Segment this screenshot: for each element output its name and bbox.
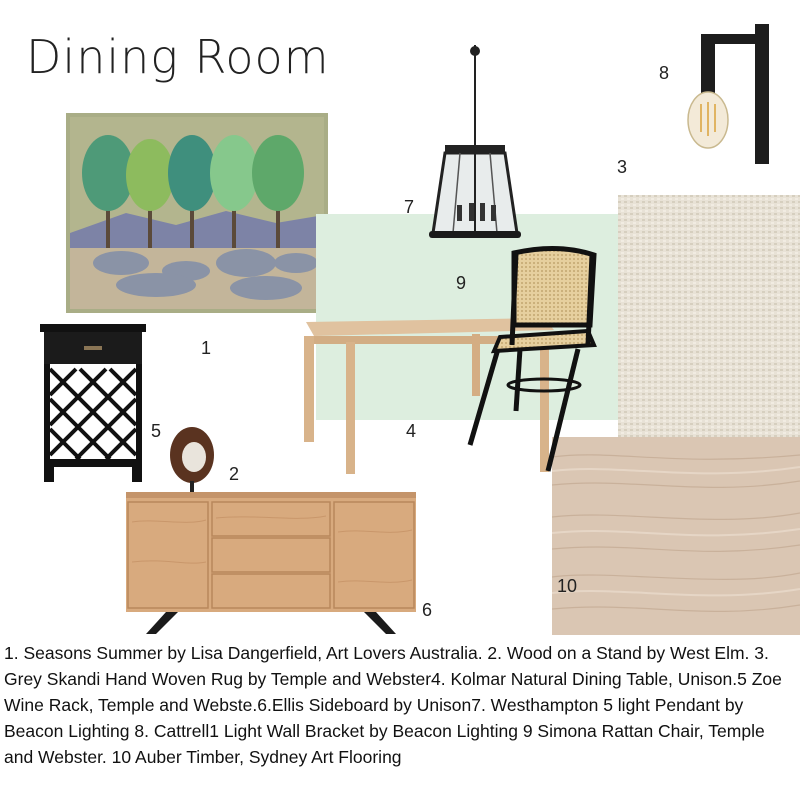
label-4: 4 <box>406 421 417 441</box>
page-title: Dining Room <box>26 30 330 84</box>
label-10: 10 <box>557 576 578 596</box>
painting-seasons-summer <box>66 113 328 313</box>
label-6: 6 <box>422 600 433 620</box>
label-2: 2 <box>229 464 240 484</box>
label-7: 7 <box>404 197 415 217</box>
label-5: 5 <box>151 421 162 441</box>
label-1: 1 <box>201 338 212 358</box>
label-8: 8 <box>659 63 670 83</box>
rug-swatch <box>618 195 800 450</box>
wall-bracket-light <box>685 20 775 168</box>
label-3: 3 <box>617 157 628 177</box>
wood-on-stand <box>166 425 218 501</box>
label-9: 9 <box>456 273 467 293</box>
sideboard <box>126 492 416 634</box>
pendant-light <box>425 45 525 240</box>
rattan-chair <box>460 245 600 473</box>
caption-text: 1. Seasons Summer by Lisa Dangerfield, Art Lovers Australia. 2. Wood on a Stand by West Elm. 3. Grey Skandi Hand Woven Rug by Temple and Webster4. Kolmar Natural Dining Table, Unison.5 Zoe Wine Rack, Temple and Webste.6.Ellis Sideboard by Unison7. Westhampton 5 light Pendant by Beacon Lighting 8. Cattrell1 Light Wall Bracket by Beacon Lighting 9 Simona Rattan Chair, Temple and Webster. 10 Auber Timber, Sydney Art Flooring <box>4 643 782 767</box>
wine-rack <box>40 324 146 482</box>
